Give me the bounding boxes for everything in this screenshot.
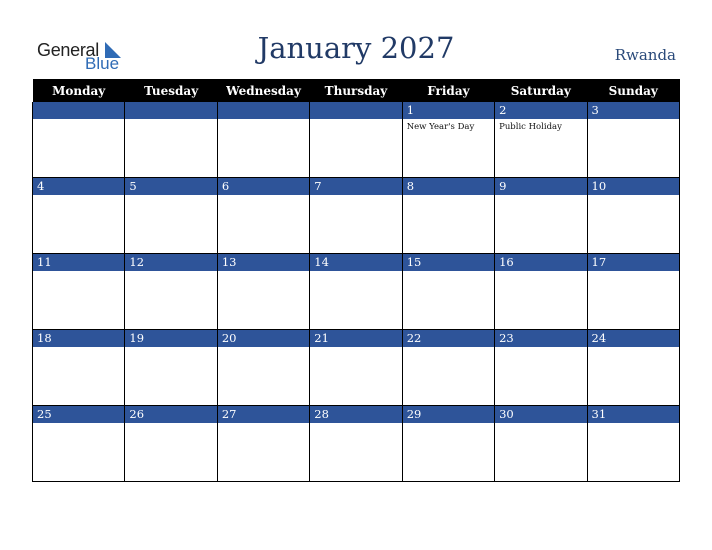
day-cell[interactable] [33,254,125,330]
week-row [33,406,680,482]
logo-word-blue: Blue [85,54,120,73]
day-cell-body [495,119,586,177]
day-number: 23 [495,330,586,347]
day-number: 1 [403,102,494,119]
day-cell[interactable] [587,102,679,178]
country-label: Rwanda [614,46,676,64]
day-cell-body [33,119,124,177]
week-row [33,178,680,254]
day-cell-body [403,195,494,253]
day-cell[interactable] [587,406,679,482]
day-cell-body [310,271,401,329]
day-number: 12 [125,254,216,271]
weekday-header: Monday [33,79,125,102]
holiday-label: Public Holiday [499,122,562,132]
day-cell-body [125,423,216,481]
day-number: 3 [588,102,679,119]
day-number: 17 [588,254,679,271]
day-cell[interactable] [587,330,679,406]
calendar-grid [32,79,680,482]
day-number: 27 [218,406,309,423]
day-cell[interactable] [310,178,402,254]
day-cell-body [495,423,586,481]
weekday-header: Thursday [310,79,402,102]
day-cell[interactable] [402,178,494,254]
day-number [125,102,216,119]
day-number: 5 [125,178,216,195]
day-number: 26 [125,406,216,423]
day-cell[interactable] [217,254,309,330]
day-cell-body [33,347,124,405]
day-cell[interactable] [217,406,309,482]
weekday-header: Tuesday [125,79,217,102]
day-number: 24 [588,330,679,347]
day-number: 7 [310,178,401,195]
day-cell[interactable] [495,406,587,482]
day-cell[interactable] [125,178,217,254]
day-cell[interactable] [587,178,679,254]
day-number: 25 [33,406,124,423]
day-cell-body [588,347,679,405]
weekday-header: Friday [402,79,494,102]
day-cell[interactable] [217,330,309,406]
day-number: 4 [33,178,124,195]
day-cell-body [588,423,679,481]
day-cell-body [403,423,494,481]
day-number: 16 [495,254,586,271]
day-cell[interactable] [125,102,217,178]
day-cell[interactable] [33,330,125,406]
day-cell-body [403,347,494,405]
day-cell-body [310,347,401,405]
day-cell-body [33,271,124,329]
day-cell-body [33,423,124,481]
day-cell[interactable] [495,178,587,254]
weekday-header: Sunday [587,79,679,102]
day-cell[interactable] [33,102,125,178]
day-cell-body [495,195,586,253]
day-number: 30 [495,406,586,423]
day-cell-body [218,119,309,177]
day-number: 28 [310,406,401,423]
day-number: 13 [218,254,309,271]
day-cell[interactable] [587,254,679,330]
weekday-header-row [33,79,680,102]
day-cell[interactable] [217,102,309,178]
day-cell[interactable] [495,102,587,178]
day-cell-body [218,347,309,405]
day-number [218,102,309,119]
day-number: 10 [588,178,679,195]
week-row [33,102,680,178]
weekday-header: Saturday [495,79,587,102]
day-cell[interactable] [33,406,125,482]
day-cell-body [125,119,216,177]
day-cell[interactable] [310,406,402,482]
day-cell[interactable] [125,330,217,406]
day-cell-body [310,195,401,253]
week-row [33,330,680,406]
day-number: 31 [588,406,679,423]
day-cell-body [403,119,494,177]
day-cell[interactable] [125,254,217,330]
day-cell-body [125,347,216,405]
day-cell[interactable] [217,178,309,254]
day-number [33,102,124,119]
day-number: 14 [310,254,401,271]
day-cell-body [125,195,216,253]
day-number: 6 [218,178,309,195]
day-cell-body [588,195,679,253]
day-cell-body [218,423,309,481]
day-cell-body [588,119,679,177]
day-number [310,102,401,119]
day-cell-body [495,347,586,405]
day-number: 15 [403,254,494,271]
day-cell-body [310,119,401,177]
day-cell[interactable] [495,254,587,330]
day-cell[interactable] [125,406,217,482]
page-title: January 2027 [257,31,455,65]
day-cell-body [310,423,401,481]
day-cell-body [495,271,586,329]
day-cell-body [588,271,679,329]
day-cell[interactable] [310,254,402,330]
day-number: 2 [495,102,586,119]
day-number: 19 [125,330,216,347]
day-cell-body [125,271,216,329]
day-cell[interactable] [402,102,494,178]
day-cell[interactable] [310,102,402,178]
day-number: 11 [33,254,124,271]
day-cell-body [403,271,494,329]
day-number: 18 [33,330,124,347]
day-number: 20 [218,330,309,347]
day-cell-body [33,195,124,253]
day-number: 22 [403,330,494,347]
day-cell-body [218,195,309,253]
week-row [33,254,680,330]
day-number: 21 [310,330,401,347]
day-cell[interactable] [495,330,587,406]
day-cell[interactable] [402,330,494,406]
day-cell-body [218,271,309,329]
logo-word-general: General [37,40,99,60]
day-number: 9 [495,178,586,195]
day-number: 8 [403,178,494,195]
day-cell[interactable] [402,406,494,482]
weekday-header: Wednesday [217,79,309,102]
day-cell[interactable] [33,178,125,254]
day-cell[interactable] [402,254,494,330]
day-cell[interactable] [310,330,402,406]
holiday-label: New Year's Day [406,122,475,132]
day-number: 29 [403,406,494,423]
